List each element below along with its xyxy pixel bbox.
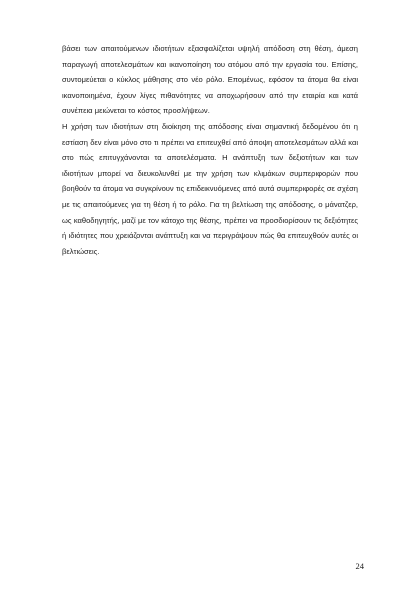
- paragraph-2: Η χρήση των ιδιοτήτων στη διοίκηση της απόδοσης είναι σημαντική δεδομένου ότι η εστίαση δεν είναι μόνο στο τι πρέπει να επιτευχθεί από άποψη αποτελεσμάτων αλλά και στο πώς επιτυγχάνονται τα αποτελέσματα. Η ανάπτυξη των δεξιοτήτων και των ιδιοτήτων μπορεί να διευκολυνθεί με την χρήση των κλιμάκων συμπεριφορών που βοηθούν τα άτομα να συγκρίνουν τις επιδεικνυόμενες από αυτά συμπεριφορές σε σχέση με τις απαιτούμενες για τη θέση ή το ρόλο. Για τη βελτίωση της απόδοσης, ο μάνατζερ, ως καθοδηγητής, μαζί με τον κάτοχο της θέσης, πρέπει να προσδιορίσουν τις δεξιότητες ή ιδιότητες που χρειάζονται ανάπτυξη και να περιγράψουν πώς θα επιτευχθούν αυτές οι βελτιώσεις.: [62, 121, 358, 256]
- page-number: 24: [355, 561, 364, 571]
- body-text: [62, 41, 358, 259]
- paragraph-1: βάσει των απαιτούμενων ιδιοτήτων εξασφαλίζεται υψηλή απόδοση στη θέση, άμεση παραγωγή αποτελεσμάτων και ικανοποίηση του ατόμου από την εργασία του. Επίσης, συντομεύεται ο κύκλος μάθησης στο νέο ρόλο. Επομένως, εφόσον τα άτομα θα είναι ικανοποιημένα, έχουν λίγες πιθανότητες να αποχωρήσουν από την εταιρία και κατά συνέπεια μειώνεται το κόστος προσλήψεων.: [62, 44, 358, 116]
